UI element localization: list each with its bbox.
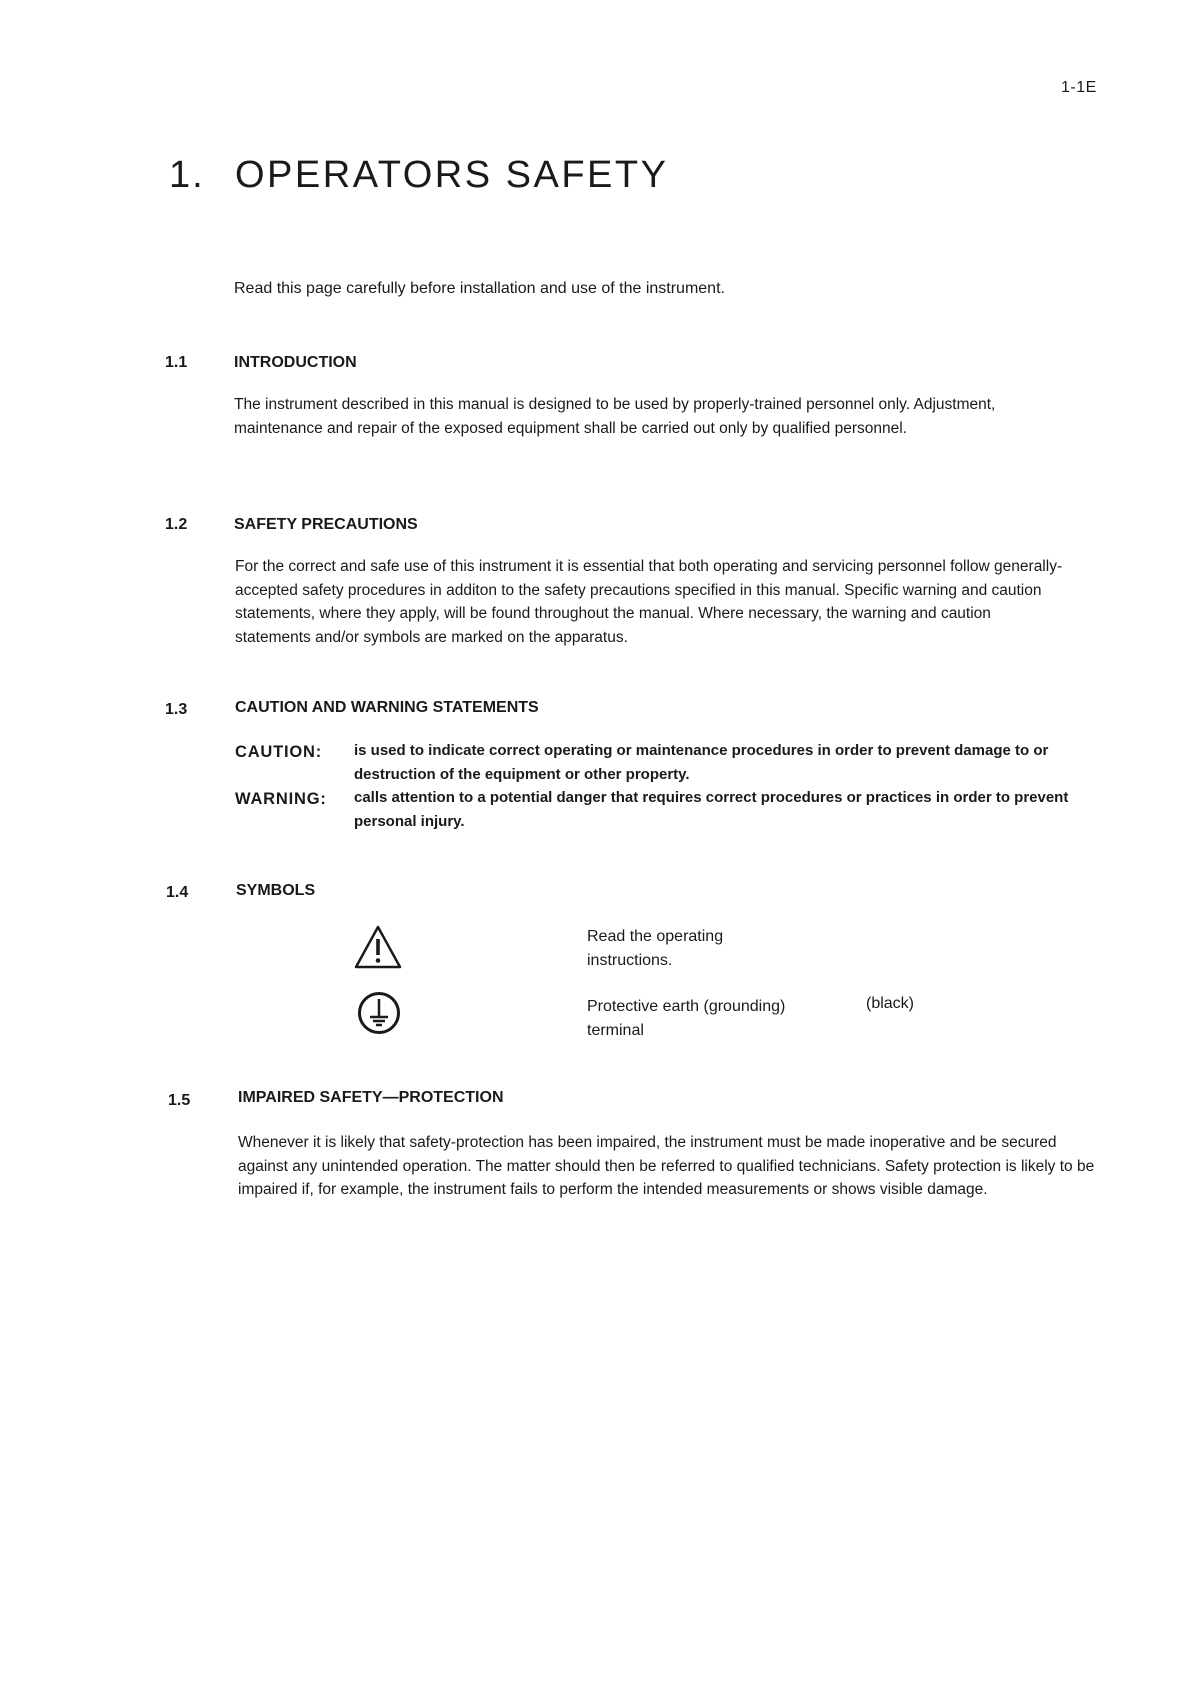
chapter-title: OPERATORS SAFETY xyxy=(235,154,669,196)
section-title-introduction: INTRODUCTION xyxy=(234,354,357,371)
caution-label: CAUTION: xyxy=(235,743,323,761)
section-number: 1.5 xyxy=(168,1092,191,1109)
protective-earth-icon xyxy=(356,990,402,1036)
symbol-color: (black) xyxy=(866,995,915,1012)
section-title-caution-warning: CAUTION AND WARNING STATEMENTS xyxy=(235,699,539,716)
safety-precautions-paragraph: For the correct and safe use of this instrument it is essential that both operating and servicing personnel follow generally-accepted safety procedures in additon to the safety precautions specified in this manual. Specific warning and caution statements, where they apply, will be found throughout the manual. Where necessary, the warning and caution statements and/or symbols are marked on the apparatus. xyxy=(235,558,1063,646)
warning-label: WARNING: xyxy=(235,790,327,808)
warning-description: calls attention to a potential danger that requires correct procedures or practices in order to prevent personal injury. xyxy=(354,789,1069,830)
caution-description: is used to indicate correct operating or maintenance procedures in order to prevent damage to or destruction of the equipment or other property. xyxy=(354,742,1049,783)
chapter-number: 1. xyxy=(169,154,205,196)
section-title-symbols: SYMBOLS xyxy=(236,882,316,899)
section-number: 1.3 xyxy=(165,701,188,718)
section-number: 1.1 xyxy=(165,354,188,371)
symbol-description: Read the operating instructions. xyxy=(587,928,724,969)
section-title-impaired-safety: IMPAIRED SAFETY—PROTECTION xyxy=(238,1089,504,1106)
section-number: 1.2 xyxy=(165,516,188,533)
impaired-safety-paragraph: Whenever it is likely that safety-protection has been impaired, the instrument must be made inoperative and be secured against any unintended operation. The matter should then be referred to qualified technicians. Safety protection is likely to be impaired if, for example, the instrument fails to perform the intended measurements or shows visible damage. xyxy=(238,1134,1095,1198)
section-title-safety-precautions: SAFETY PRECAUTIONS xyxy=(234,516,418,533)
symbol-description: Protective earth (grounding) terminal xyxy=(587,998,786,1039)
warning-triangle-icon xyxy=(353,924,403,970)
page-number: 1-1E xyxy=(1061,79,1097,96)
intro-text: Read this page carefully before installation and use of the instrument. xyxy=(234,280,725,297)
section-number: 1.4 xyxy=(166,884,189,901)
introduction-paragraph: The instrument described in this manual is designed to be used by properly-trained personnel only. Adjustment, maintenance and repair of the exposed equipment shall be carried out only by qualified personnel. xyxy=(234,396,996,437)
